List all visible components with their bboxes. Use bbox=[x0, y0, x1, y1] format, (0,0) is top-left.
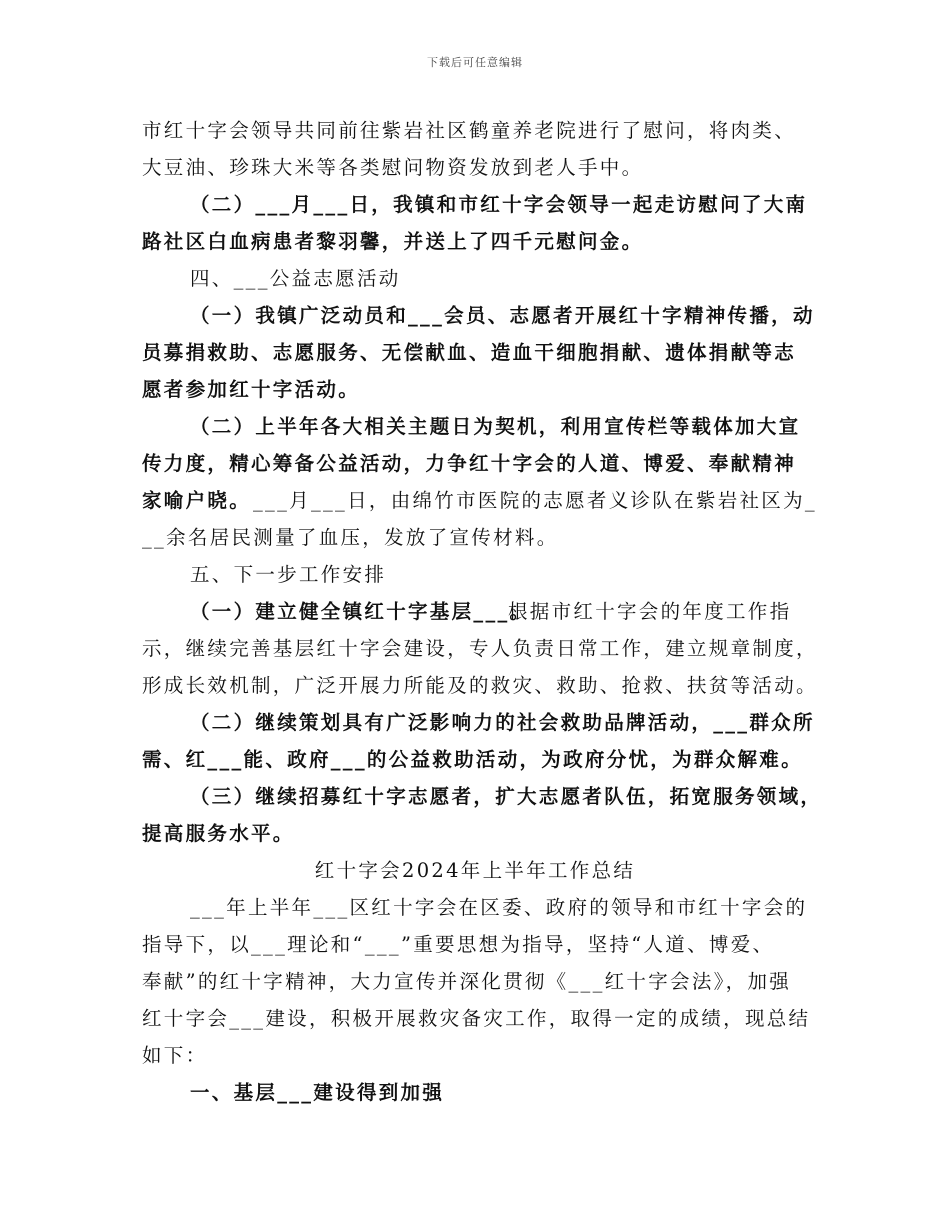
body-line: 员募捐救助、志愿服务、无偿献血、造血干细胞捐献、遗体捐献等志 bbox=[142, 341, 797, 364]
document-title: 红十字会2024年上半年工作总结 bbox=[314, 859, 636, 882]
body-line: 提高服务水平。 bbox=[142, 822, 295, 845]
body-line: 形成长效机制，广泛开展力所能及的救灾、救助、抢救、扶贫等活动。 bbox=[142, 674, 818, 697]
body-line: 家喻户晓。 bbox=[142, 489, 252, 512]
body-line: （二）___月___日，我镇和市红十字会领导一起走访慰问了大南 bbox=[190, 193, 808, 216]
body-line: （一）我镇广泛动员和___会员、志愿者开展红十字精神传播，动 bbox=[190, 304, 815, 327]
body-line: （一）建立健全镇红十字基层___。 bbox=[190, 600, 532, 623]
section-heading: 一、基层___建设得到加强 bbox=[190, 1081, 445, 1104]
page-header: 下载后可任意编辑 bbox=[427, 56, 523, 69]
body-line: 指导下，以___理论和“___”重要思想为指导，坚持“人道、博爱、 bbox=[142, 933, 775, 956]
body-line: 传力度，精心筹备公益活动，力争红十字会的人道、博爱、奉献精神 bbox=[142, 452, 797, 475]
body-line: 红十字会___建设，积极开展救灾备灾工作，取得一定的成绩，现总结 bbox=[142, 1007, 811, 1030]
body-line: 需、红___能、政府___的公益救助活动，为政府分忧，为群众解难。 bbox=[142, 748, 803, 771]
body-line: 根据市红十字会的年度工作指 bbox=[508, 600, 792, 623]
body-line: 大豆油、珍珠大米等各类慰问物资发放到老人手中。 bbox=[142, 156, 644, 179]
body-line: 市红十字会领导共同前往紫岩社区鹤童养老院进行了慰问，将肉类、 bbox=[142, 119, 797, 142]
body-line: 愿者参加红十字活动。 bbox=[142, 378, 361, 401]
body-line: __余名居民测量了血压，发放了宣传材料。 bbox=[142, 526, 559, 549]
body-line: （三）继续招募红十字志愿者，扩大志愿者队伍，拓宽服务领域， bbox=[190, 785, 823, 808]
section-heading: 四、___公益志愿活动 bbox=[190, 267, 401, 290]
body-line: 如下： bbox=[142, 1044, 208, 1067]
body-line: ___年上半年___区红十字会在区委、政府的领导和市红十字会的 bbox=[190, 896, 808, 919]
body-line: 奉献”的红十字精神，大力宣传并深化贯彻《___红十字会法》，加强 bbox=[142, 970, 792, 993]
body-line: ___月___日，由绵竹市医院的志愿者义诊队在紫岩社区为_ bbox=[253, 489, 817, 512]
body-line: 路社区白血病患者黎羽馨，并送上了四千元慰问金。 bbox=[142, 230, 644, 253]
section-heading: 五、下一步工作安排 bbox=[190, 563, 387, 586]
body-line: 示，继续完善基层红十字会建设，专人负责日常工作，建立规章制度， bbox=[142, 637, 818, 660]
body-line: （二）继续策划具有广泛影响力的社会救助品牌活动，___群众所 bbox=[190, 711, 815, 734]
body-line: （二）上半年各大相关主题日为契机，利用宣传栏等载体加大宣 bbox=[190, 415, 801, 438]
